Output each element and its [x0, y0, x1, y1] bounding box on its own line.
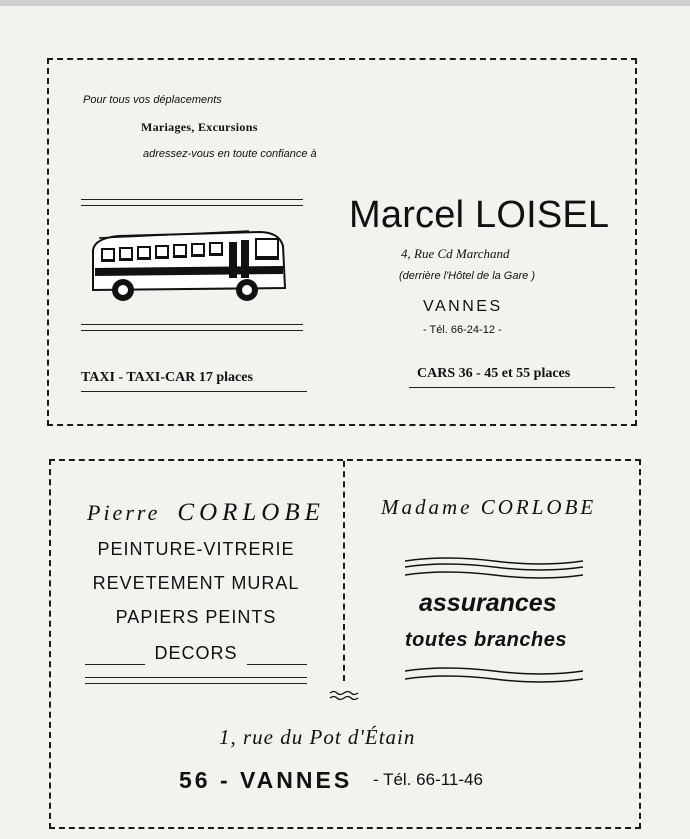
shared-city: 56 - VANNES	[179, 767, 353, 793]
painter-first-name: Pierre	[87, 500, 161, 525]
trade-item: DECORS	[154, 643, 238, 663]
shared-address: 1, rue du Pot d'Étain	[219, 725, 416, 749]
insurer-name: Madame CORLOBE	[381, 495, 597, 519]
ad-loisel	[47, 58, 637, 426]
rule	[85, 683, 307, 684]
cars-offer: CARS 36 - 45 et 55 places	[417, 366, 571, 381]
rule	[85, 664, 145, 665]
rule	[81, 391, 307, 392]
page-top-edge	[0, 0, 690, 6]
services-text: Mariages, Excursions	[141, 120, 258, 134]
city-name: VANNES	[423, 298, 503, 315]
trade-item: REVETEMENT MURAL	[92, 573, 300, 593]
rule	[409, 387, 615, 388]
painter-name	[87, 499, 325, 527]
bus-icon	[89, 228, 289, 308]
phone-number: - Tél. 66-24-12 -	[423, 324, 502, 336]
rule	[81, 324, 303, 325]
confidence-text: adressez-vous en toute confiance à	[143, 148, 317, 160]
insurance-title: assurances	[419, 589, 557, 617]
intro-text: Pour tous vos déplacements	[83, 94, 222, 106]
rule	[85, 677, 307, 678]
rule	[81, 205, 303, 206]
trade-item: PEINTURE-VITRERIE	[97, 539, 295, 559]
first-name: Marcel	[349, 194, 465, 236]
last-name: LOISEL	[474, 194, 610, 236]
insurance-subtitle: toutes branches	[405, 629, 567, 651]
wave-ornament-icon	[329, 689, 359, 703]
rule	[81, 330, 303, 331]
taxi-offer: TAXI - TAXI-CAR 17 places	[81, 370, 253, 385]
wavy-rules-icon	[405, 555, 583, 585]
business-name	[349, 194, 609, 237]
trade-item: PAPIERS PEINTS	[115, 607, 277, 627]
shared-phone: - Tél. 66-11-46	[373, 770, 483, 789]
vertical-divider	[343, 461, 345, 681]
landmark-note: (derrière l'Hôtel de la Gare )	[399, 270, 535, 282]
ad-corlobe	[49, 459, 641, 829]
rule	[81, 199, 303, 200]
painter-last-name: CORLOBE	[177, 499, 325, 526]
wavy-rules-icon	[405, 665, 583, 689]
street-address: 4, Rue Cd Marchand	[401, 246, 510, 261]
rule	[247, 664, 307, 665]
